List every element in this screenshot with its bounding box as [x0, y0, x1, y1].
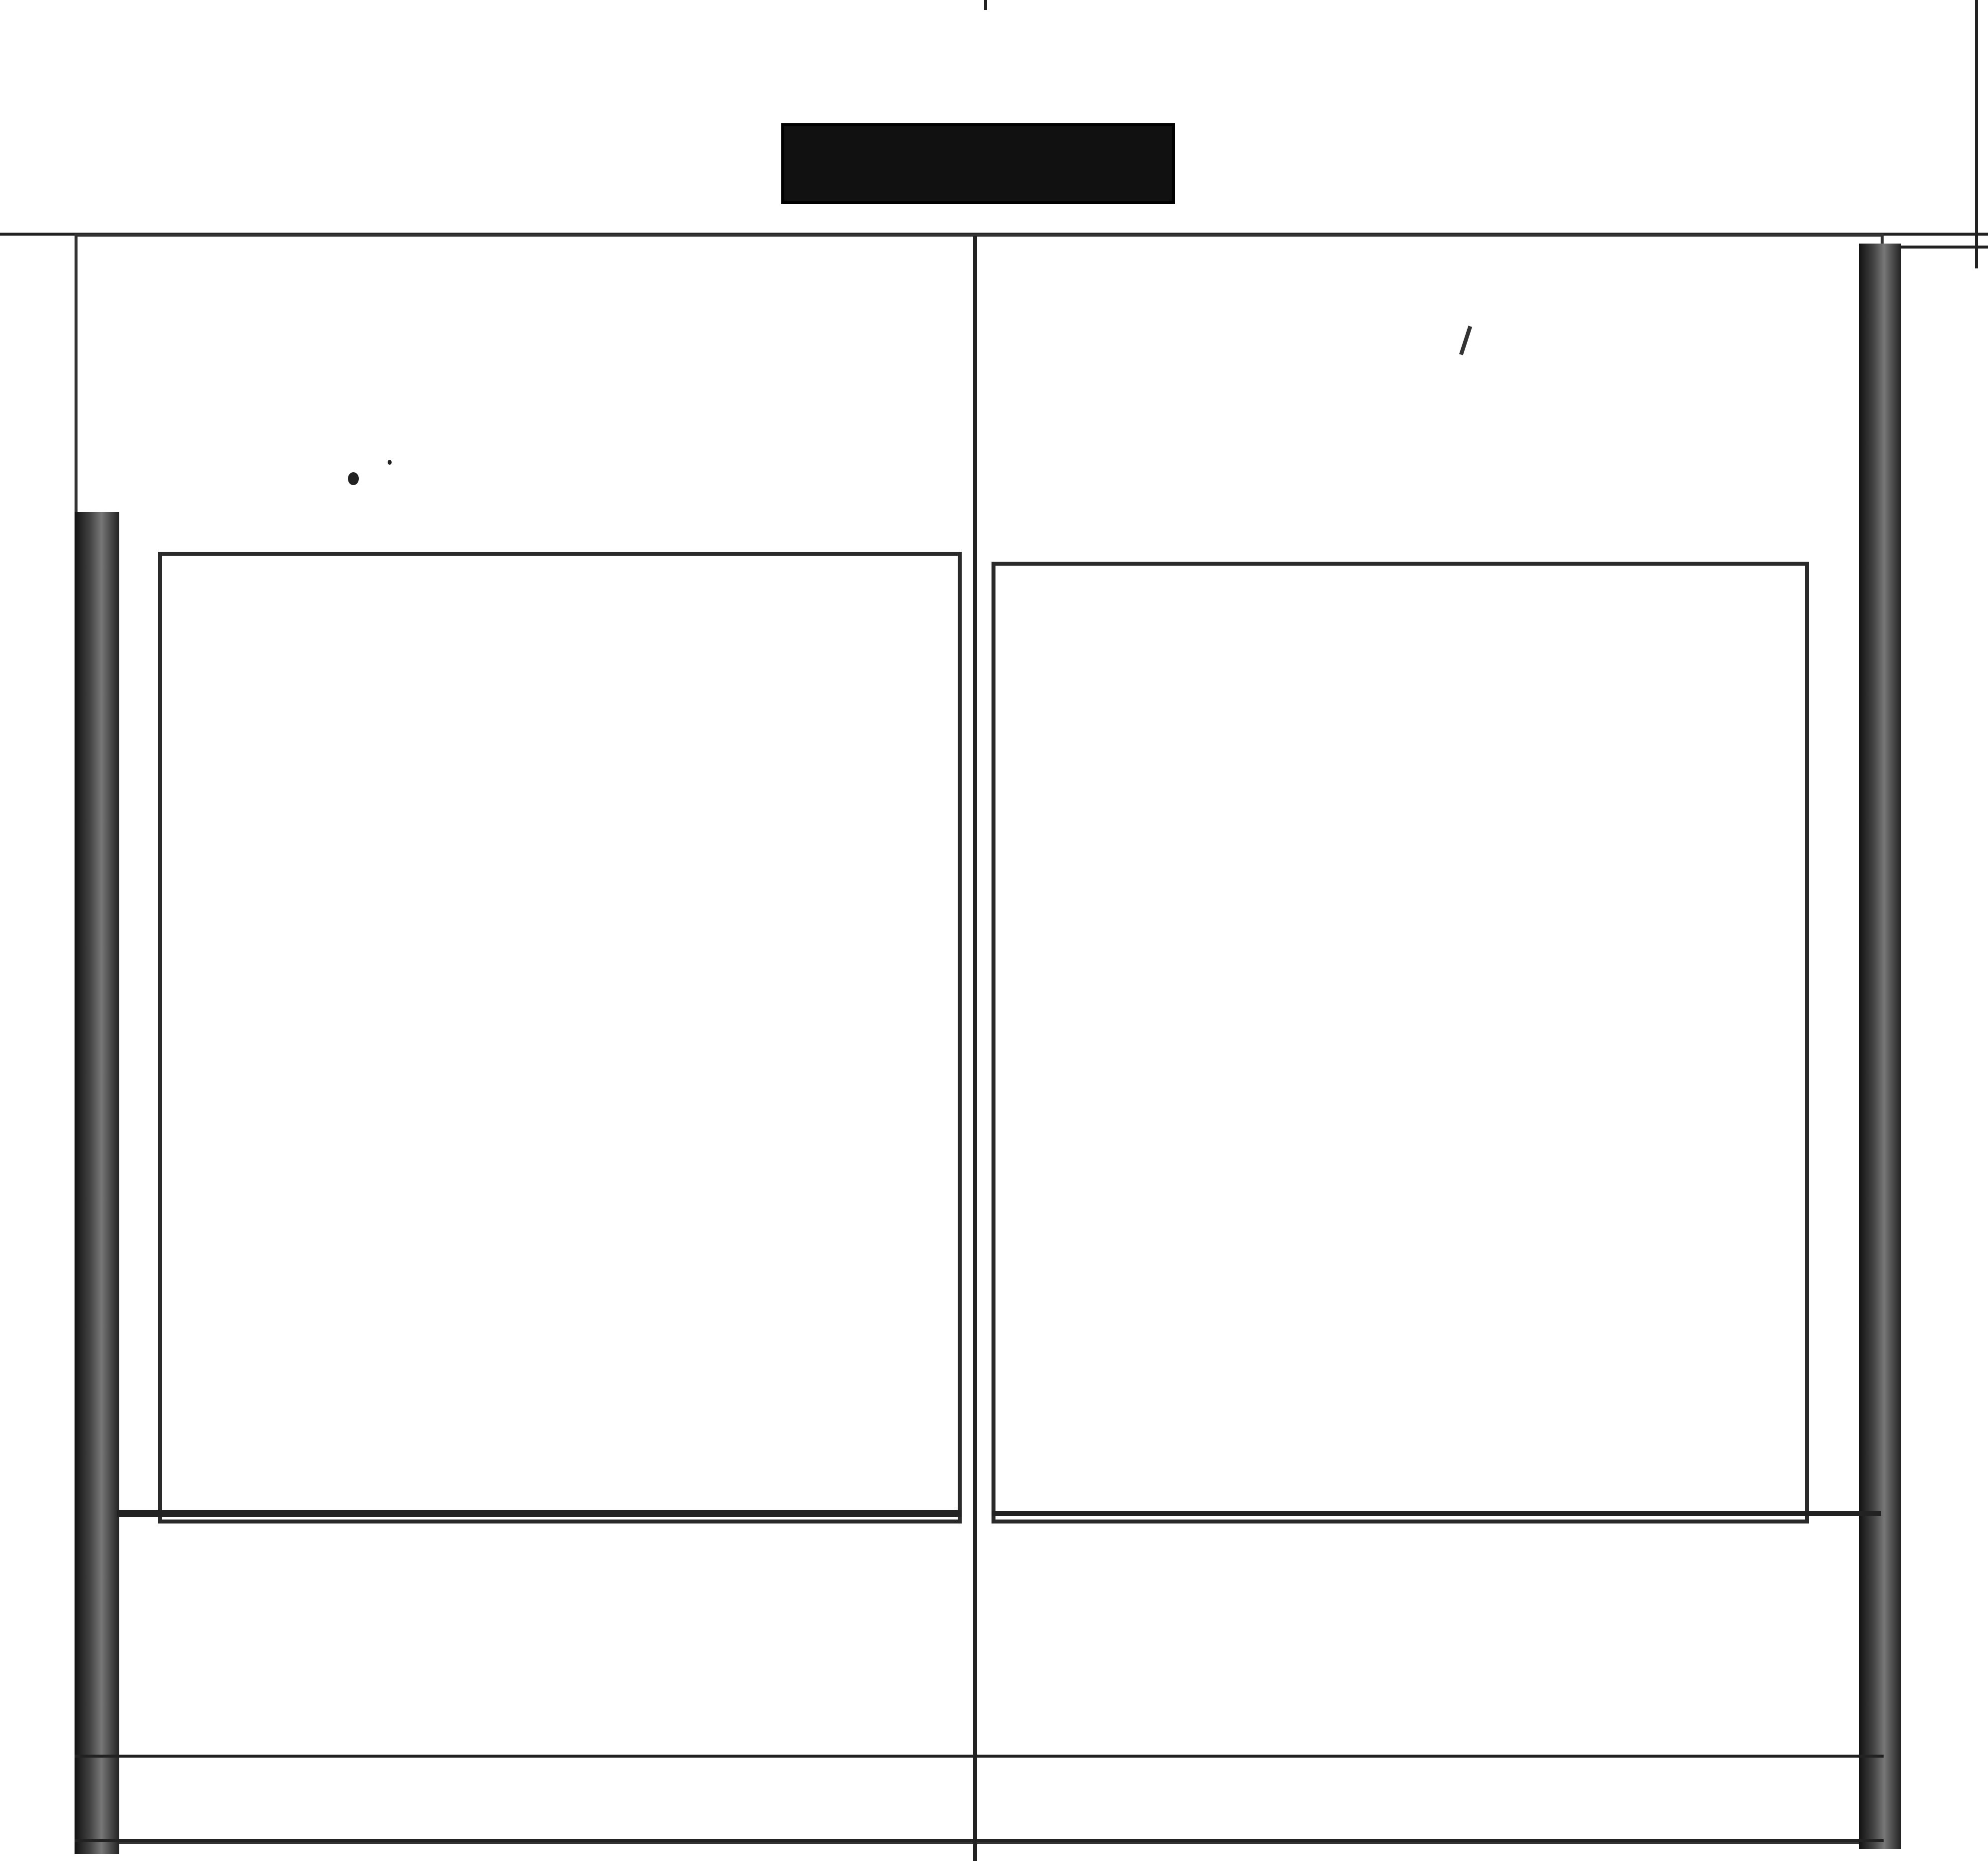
right-text-frame — [992, 562, 1809, 1523]
center-gutter — [973, 236, 977, 1861]
right-frame-bottom-rule — [992, 1511, 1881, 1516]
scan-speck — [388, 460, 392, 465]
bottom-board-line — [75, 1755, 1884, 1758]
scan-speck — [348, 472, 359, 485]
left-page-edge — [75, 512, 119, 1854]
left-text-frame — [158, 552, 962, 1523]
catalog-label — [781, 123, 1175, 204]
right-page-edge — [1859, 244, 1901, 1849]
scan-top-tick — [984, 0, 987, 10]
left-frame-bottom-rule — [117, 1510, 962, 1517]
scan-right-rule — [1975, 0, 1978, 268]
bottom-edge-line — [75, 1839, 1884, 1842]
